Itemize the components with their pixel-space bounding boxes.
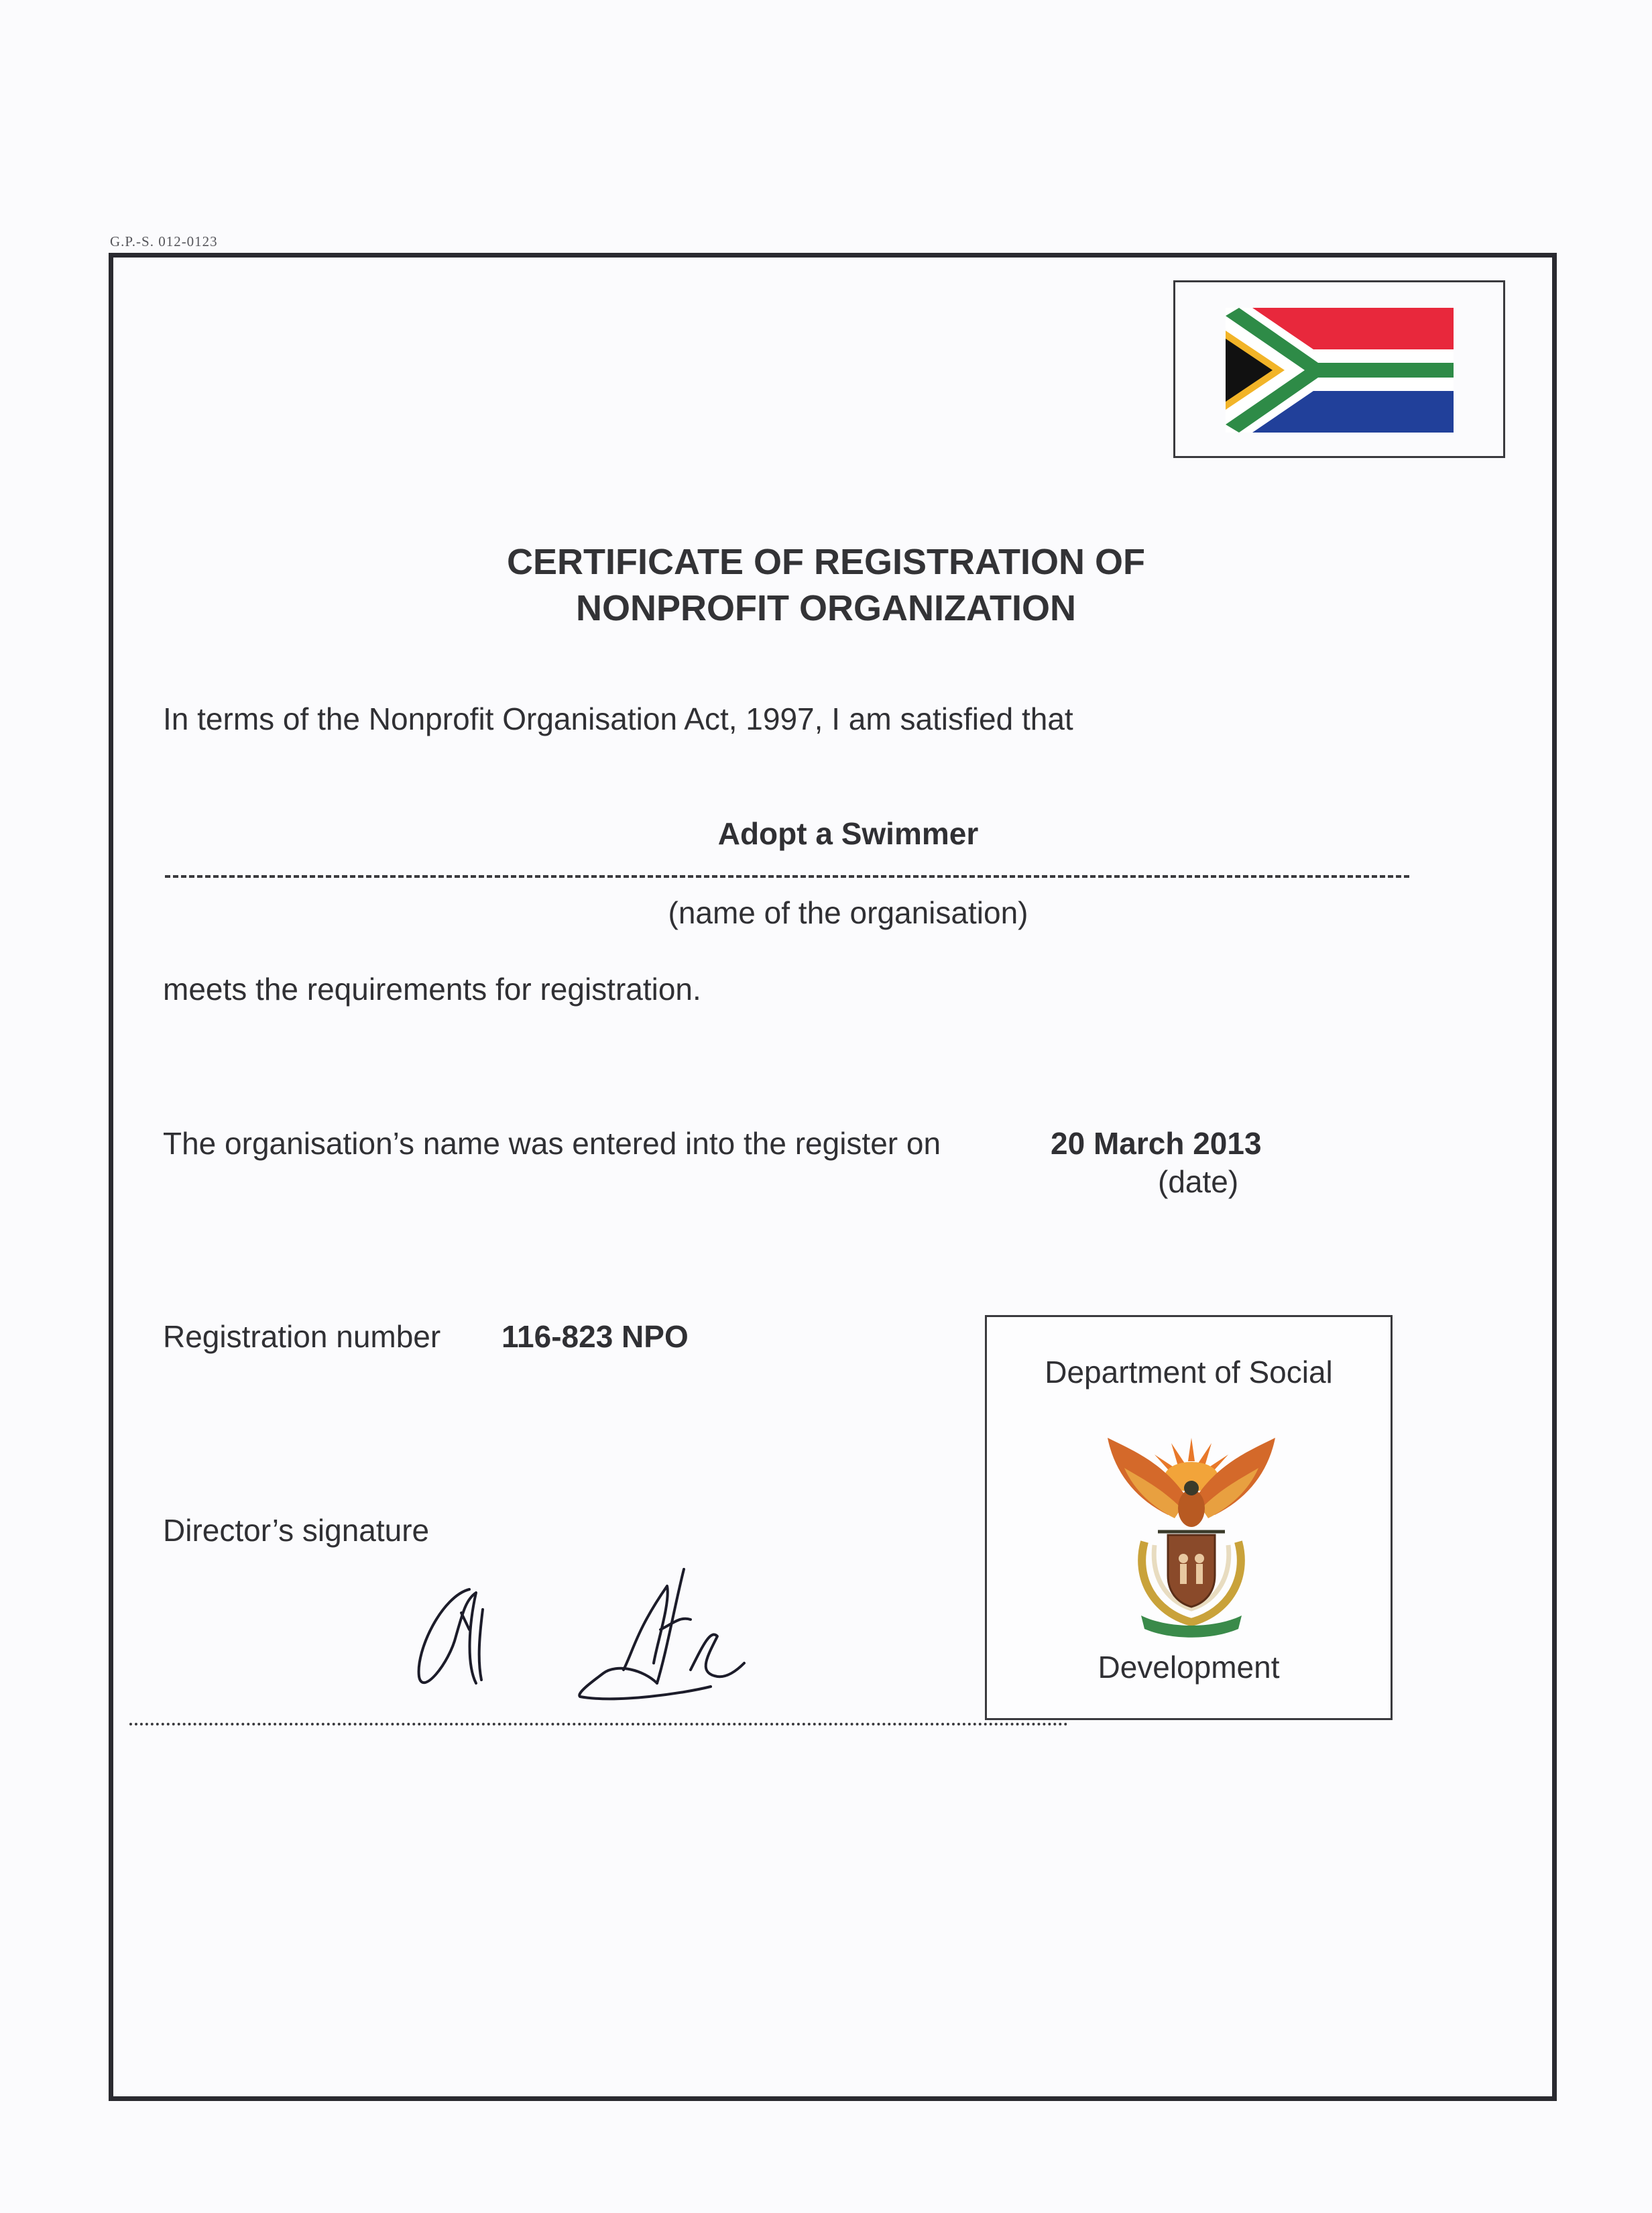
registration-number: 116-823 NPO [501,1319,689,1354]
flag-box [1173,280,1505,458]
director-signature [402,1549,751,1710]
register-label: The organisation’s name was entered into the register on [163,1126,941,1161]
title-line-1: CERTIFICATE OF REGISTRATION OF [507,542,1145,582]
date-caption: (date) [1158,1164,1239,1199]
certificate-title [0,539,1652,632]
title-line-2: NONPROFIT ORGANIZATION [576,588,1076,628]
certificate-frame [109,253,1557,2101]
organisation-caption: (name of the organisation) [668,895,1028,930]
department-box [985,1315,1393,1720]
form-code: G.P.-S. 012-0123 [110,233,218,249]
signature-line [129,1723,1068,1725]
south-africa-flag-icon [1226,308,1454,433]
department-name-line-1: Department of Social [1045,1355,1333,1389]
organisation-name: Adopt a Swimmer [717,816,979,851]
intro-text: In terms of the Nonprofit Organisation Act, 1997, I am satisfied that [163,701,1073,736]
register-date: 20 March 2013 [1051,1126,1262,1161]
requirements-text: meets the requirements for registration. [163,972,701,1007]
department-name-line-2: Development [1098,1650,1280,1685]
coat-of-arms-icon [1094,1424,1289,1639]
signature-label: Director’s signature [163,1513,430,1548]
organisation-name-line [165,875,1409,878]
registration-label: Registration number [163,1319,441,1354]
